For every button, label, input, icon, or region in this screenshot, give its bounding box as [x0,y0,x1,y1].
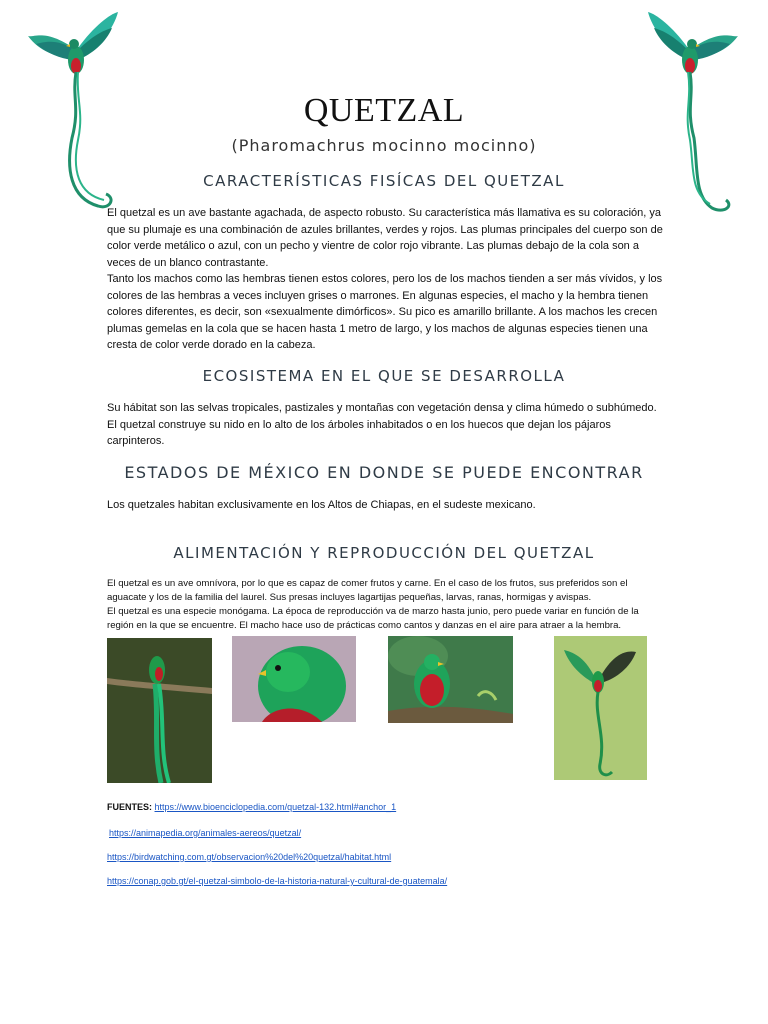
heading-food-reproduction: ALIMENTACIÓN Y REPRODUCCIÓN DEL QUETZAL [173,544,595,562]
paragraph-states-1: Los quetzales habitan exclusivamente en los Altos de Chiapas, en el sudeste mexicano. [107,499,536,511]
quetzal-photo-portrait [232,636,356,722]
source-line-1 [107,802,396,812]
paragraph-physical-1: El quetzal es un ave bastante agachada, de aspecto robusto. Su característica más llamativa es su coloración, ya que su plumaje es una combinación de azules brillantes, verdes y rojos. Las plumas principales del cuerpo son de color verde metálico o azul, con un pecho y vientre de color rojo vibrante. Las plumas debajo de la cola son a veces de un blanco contrastante. [107,207,663,269]
paragraph-food [107,577,663,633]
source-line-3 [107,852,391,862]
quetzal-photo-perched [388,636,513,723]
sources-label: FUENTES: [107,802,152,812]
source-link-2[interactable]: https://animapedia.org/animales-aereos/quetzal/ [109,828,302,838]
source-link-4[interactable]: https://conap.gob.gt/el-quetzal-simbolo-de-la-historia-natural-y-cultural-de-guatemala/ [107,876,448,886]
heading-ecosystem: ECOSISTEMA EN EL QUE SE DESARROLLA [202,367,566,385]
source-link-1[interactable]: https://www.bioenciclopedia.com/quetzal-132.html#anchor_1 [154,802,397,812]
paragraph-states [107,497,663,514]
paragraph-food-1: El quetzal es un ave omnívora, por lo que es capaz de comer frutos y carne. En el caso de los frutos, sus preferidos son el aguacate y los de la familia del laurel. Sus presas incluyes lagartijas pequeñas, larvas, ranas, hormigas y avispas. [107,578,628,603]
paragraph-ecosystem [107,400,663,450]
quetzal-photo-branch [107,638,212,783]
paragraph-physical [107,205,663,354]
quetzal-photo-flying [554,636,647,780]
paragraph-physical-2: Tanto los machos como las hembras tienen estos colores, pero los de los machos tienden a ser más vívidos, y los colores de las hembras a veces incluyen grises o marrones. En algunas especies, el macho y la hembra tienen colores diferentes, es decir, son «sexualmente dimórficos». Su pico es amarillo brillante. A los machos les crecen plumas gemelas en la cola que se hacen hasta 1 metro de largo, y los machos de algunas especies tienen una cresta de color verde dorado en la cabeza. [107,273,663,351]
heading-mexico-states: ESTADOS DE MÉXICO EN DONDE SE PUEDE ENCONTRAR [124,463,644,482]
scientific-name: (Pharomachrus mocinno mocinno) [231,136,537,155]
source-line-4 [107,876,447,886]
heading-physical-characteristics: CARACTERÍSTICAS FISÍCAS DEL QUETZAL [203,172,565,190]
document-title: QUETZAL [303,92,465,129]
paragraph-ecosystem-1: Su hábitat son las selvas tropicales, pastizales y montañas con vegetación densa y clima húmedo o subhúmedo. El quetzal construye su nido en lo alto de los árboles inhabitados o en los huecos que dejan los pájaros carpinteros. [107,402,657,447]
source-link-3[interactable]: https://birdwatching.com.gt/observacion%20del%20quetzal/habitat.html [107,852,392,862]
paragraph-food-2: El quetzal es una especie monógama. La época de reproducción va de marzo hasta junio, pero puede variar en función de la región en la que se encuentre. El macho hace uso de prácticas como cantos y danzas en el aire para atraer a la hembra. [107,606,639,631]
source-line-2 [109,828,301,838]
